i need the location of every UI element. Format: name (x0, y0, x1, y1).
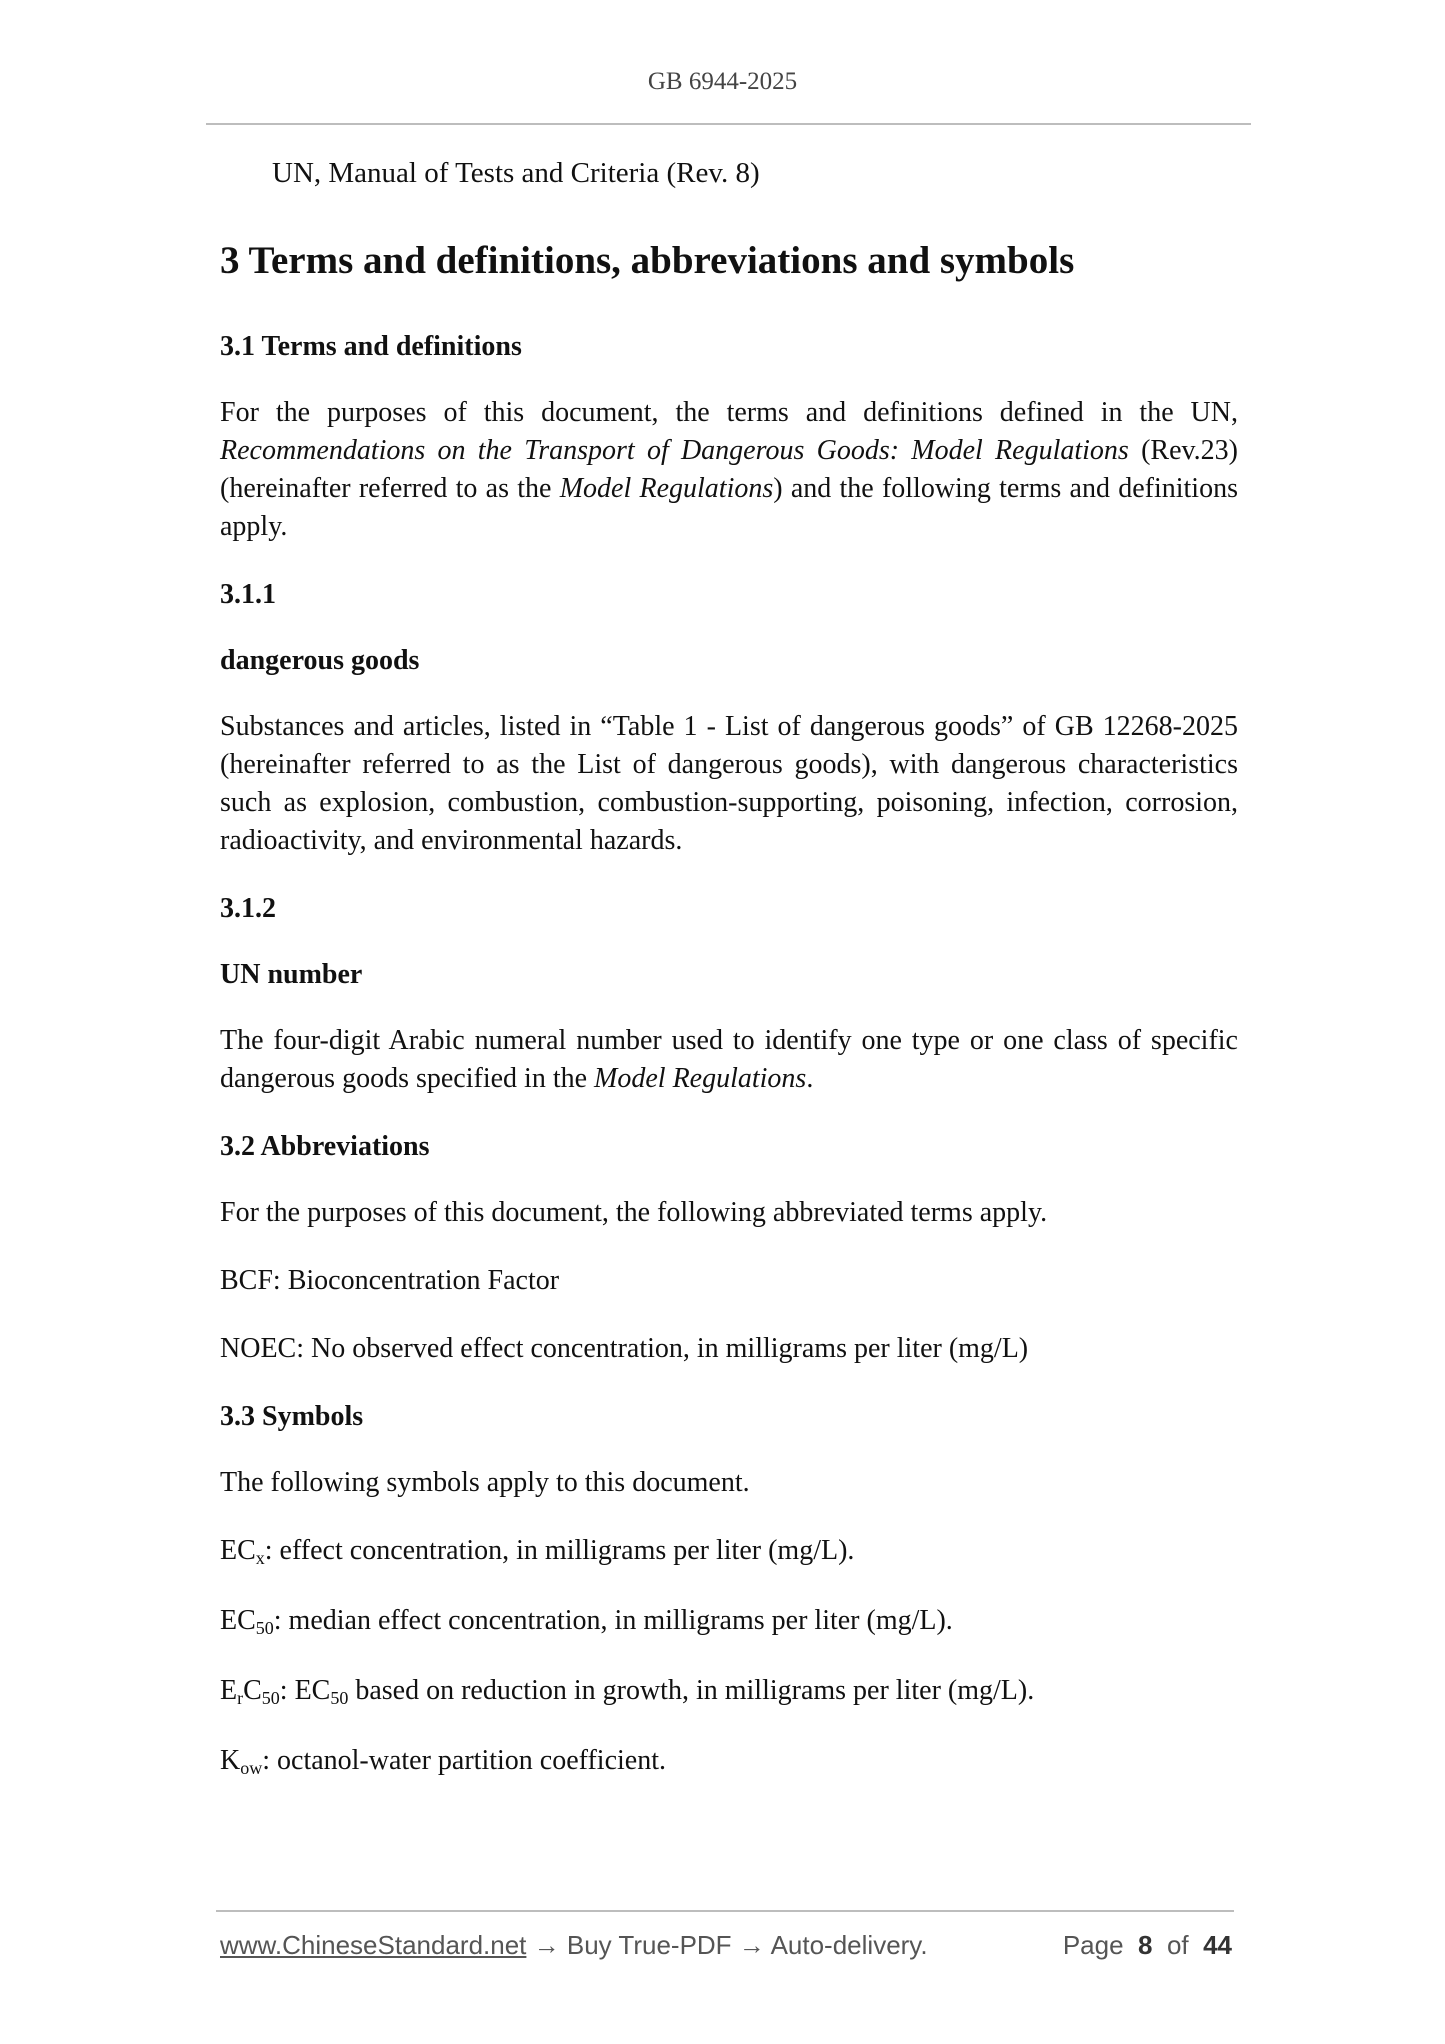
total-pages: 44 (1203, 1930, 1232, 1960)
abbreviation-bcf: BCF: Bioconcentration Factor (220, 1265, 560, 1296)
footer-divider (216, 1910, 1234, 1912)
of-word: of (1166, 1930, 1189, 1960)
symbol-description: based on reduction in growth, in milligrams per liter (mg/L). (348, 1675, 1035, 1706)
term-3-1-2-definition (220, 1022, 1238, 1098)
symbol-subscript: 50 (255, 1618, 274, 1638)
symbol-subscript: r (237, 1688, 244, 1708)
section-3-heading: 3 Terms and definitions, abbreviations and symbols (220, 239, 1075, 282)
symbol-subscript: 50 (330, 1688, 349, 1708)
term-3-1-1-definition: Substances and articles, listed in “Table 1 - List of dangerous goods” of GB 12268-2025 (hereinafter referred to as the List of dangerous goods), with dangerous characteristics such as explosion, combustion, combustion-supporting, poisoning, infection, corrosion, radioactivity, and environmental hazards. (220, 711, 1238, 856)
symbol-base: : EC (279, 1675, 331, 1706)
symbol-kow (220, 1742, 1238, 1782)
page-word: Page (1062, 1930, 1124, 1960)
header-divider (206, 123, 1251, 125)
section-3-2-heading: 3.2 Abbreviations (220, 1131, 430, 1162)
intro-italic-title: Recommendations on the Transport of Dangerous Goods: Model Regulations (220, 435, 1129, 466)
symbol-erc50 (220, 1672, 1238, 1712)
intro-italic-short: Model Regulations (559, 473, 774, 504)
symbol-description: : median effect concentration, in milligrams per liter (mg/L). (273, 1605, 953, 1636)
section-3-3-intro: The following symbols apply to this document. (220, 1467, 750, 1498)
symbol-description: : octanol-water partition coefficient. (262, 1745, 666, 1776)
term-3-1-2-name: UN number (220, 959, 363, 990)
abbreviation-noec: NOEC: No observed effect concentration, in milligrams per liter (mg/L) (220, 1333, 1029, 1364)
symbol-base: EC (220, 1605, 256, 1636)
symbol-subscript: x (255, 1548, 265, 1568)
footer-promo (220, 1930, 928, 1961)
website-link[interactable]: www.ChineseStandard.net (220, 1930, 527, 1960)
symbol-base: EC (220, 1535, 256, 1566)
definition-text-2: . (806, 1063, 814, 1094)
reference-line: UN, Manual of Tests and Criteria (Rev. 8) (272, 157, 760, 189)
symbol-base: K (220, 1745, 241, 1776)
intro-text-2: (Rev.23) (hereinafter referred to as the (220, 435, 1239, 504)
page-indicator (1063, 1930, 1232, 1961)
symbol-ecx (220, 1532, 1238, 1572)
term-3-1-2-number: 3.1.2 (220, 893, 276, 924)
symbol-base: E (220, 1675, 238, 1706)
intro-text-3: ) and the following terms and definitions apply. (220, 473, 1238, 542)
section-3-3-heading: 3.3 Symbols (220, 1401, 364, 1432)
current-page-number: 8 (1138, 1930, 1153, 1960)
symbol-base: C (243, 1675, 262, 1706)
promo-text: → Buy True-PDF → Auto-delivery. (526, 1930, 928, 1960)
intro-text-1: For the purposes of this document, the terms and definitions defined in the UN, (220, 397, 1238, 428)
term-3-1-1-name: dangerous goods (220, 645, 420, 676)
section-3-1-heading: 3.1 Terms and definitions (220, 331, 522, 362)
section-3-1-intro (220, 394, 1238, 546)
symbol-subscript: 50 (261, 1688, 280, 1708)
symbol-description: : effect concentration, in milligrams per liter (mg/L). (264, 1535, 855, 1566)
symbol-subscript: ow (240, 1758, 263, 1778)
definition-italic: Model Regulations (594, 1063, 807, 1094)
symbol-ec50 (220, 1602, 1238, 1642)
section-3-2-intro: For the purposes of this document, the following abbreviated terms apply. (220, 1197, 1048, 1228)
term-3-1-1-number: 3.1.1 (220, 579, 276, 610)
definition-text-1: The four-digit Arabic numeral number used to identify one type or one class of specific dangerous goods specified in the (220, 1025, 1238, 1094)
running-header: GB 6944-2025 (647, 68, 798, 95)
page-content (220, 154, 1238, 1812)
